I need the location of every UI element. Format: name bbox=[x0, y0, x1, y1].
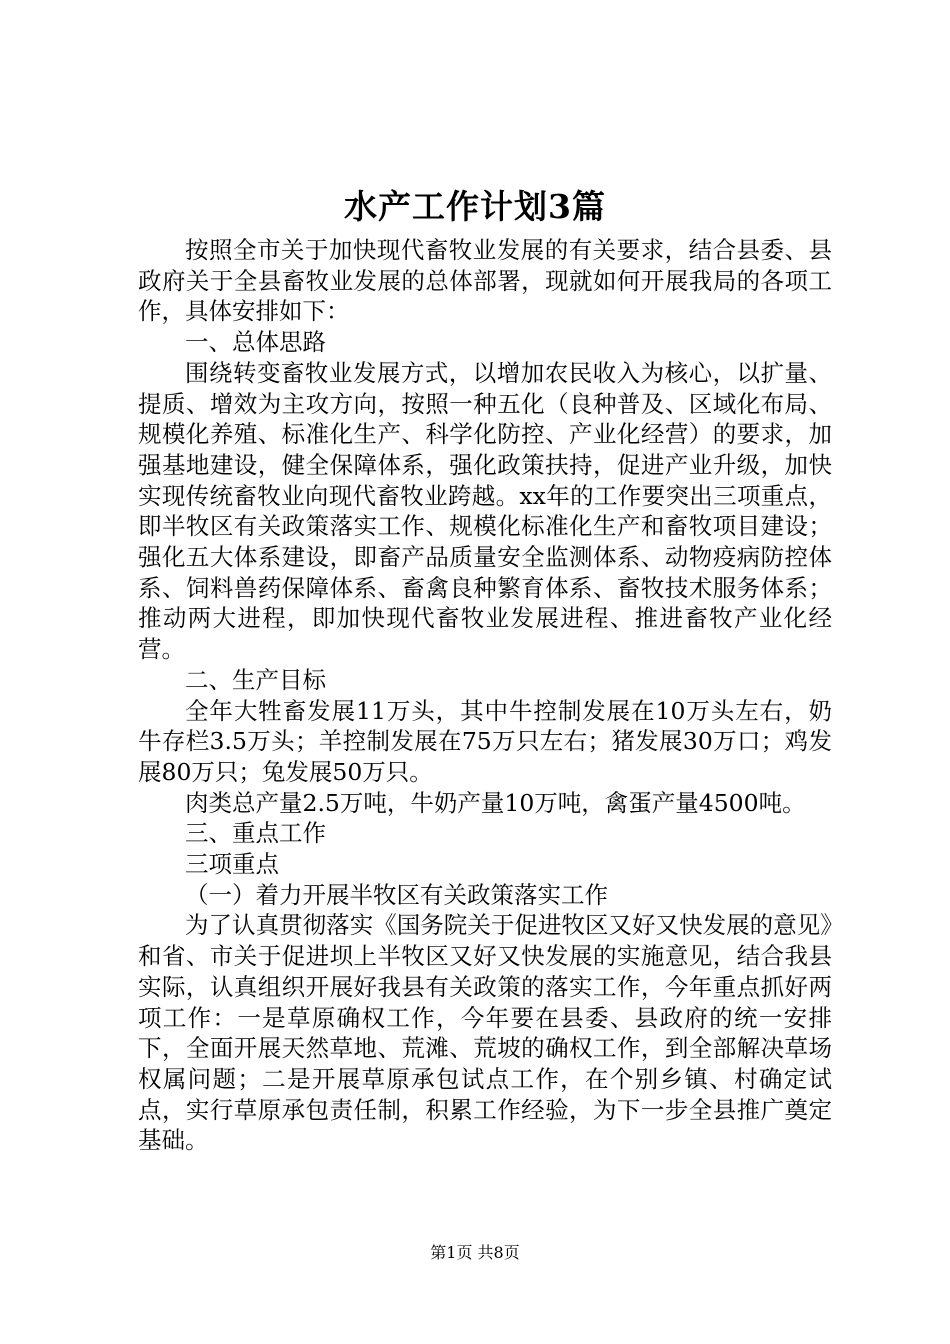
page-number-footer: 第1页 共8页 bbox=[430, 1243, 520, 1262]
document-title: 水产工作计划3篇 bbox=[344, 187, 606, 226]
section-heading-3: 三、重点工作 bbox=[185, 819, 326, 848]
paragraph-output-targets: 肉类总产量2.5万吨，牛奶产量10万吨，禽蛋产量4500吨。 bbox=[185, 788, 806, 817]
subheading-item-1: （一）着力开展半牧区有关政策落实工作 bbox=[185, 880, 608, 909]
paragraph-livestock-targets: 全年大牲畜发展11万头，其中牛控制发展在10万头左右，奶牛存栏3.5万头；羊控制发展在75万只左右；猪发展30万口；鸡发展80万只；兔发展50万只。 bbox=[138, 696, 832, 786]
section-heading-2: 二、生产目标 bbox=[185, 665, 326, 694]
paragraph-intro: 按照全市关于加快现代畜牧业发展的有关要求，结合县委、县政府关于全县畜牧业发展的总体部署，现就如何开展我局的各项工作，具体安排如下： bbox=[138, 236, 832, 326]
subheading-three-priorities: 三项重点 bbox=[185, 850, 279, 879]
paragraph-policy-implementation: 为了认真贯彻落实《国务院关于促进牧区又好又快发展的意见》和省、市关于促进坝上半牧区又好又快发展的实施意见，结合我县实际，认真组织开展好我县有关政策的落实工作，今年重点抓好两项工作：一是草原确权工作，今年要在县委、县政府的统一安排下，全面开展天然草地、荒滩、荒坡的确权工作，到全部解决草场权属问题；二是开展草原承包试点工作，在个别乡镇、村确定试点，实行草原承包责任制，积累工作经验，为下一步全县推广奠定基础。 bbox=[138, 911, 832, 1155]
section-heading-1: 一、总体思路 bbox=[185, 328, 326, 357]
document-body bbox=[138, 235, 832, 1156]
paragraph-overall-approach: 围绕转变畜牧业发展方式，以增加农民收入为核心，以扩量、提质、增效为主攻方向，按照一种五化（良种普及、区域化布局、规模化养殖、标准化生产、科学化防控、产业化经营）的要求，加强基地建设，健全保障体系，强化政策扶持，促进产业升级，加快实现传统畜牧业向现代畜牧业跨越。xx年的工作要突出三项重点，即半牧区有关政策落实工作、规模化标准化生产和畜牧项目建设；强化五大体系建设，即畜产品质量安全监测体系、动物疫病防控体系、饲料兽药保障体系、畜禽良种繁育体系、畜牧技术服务体系；推动两大进程，即加快现代畜牧业发展进程、推进畜牧产业化经营。 bbox=[138, 358, 832, 664]
